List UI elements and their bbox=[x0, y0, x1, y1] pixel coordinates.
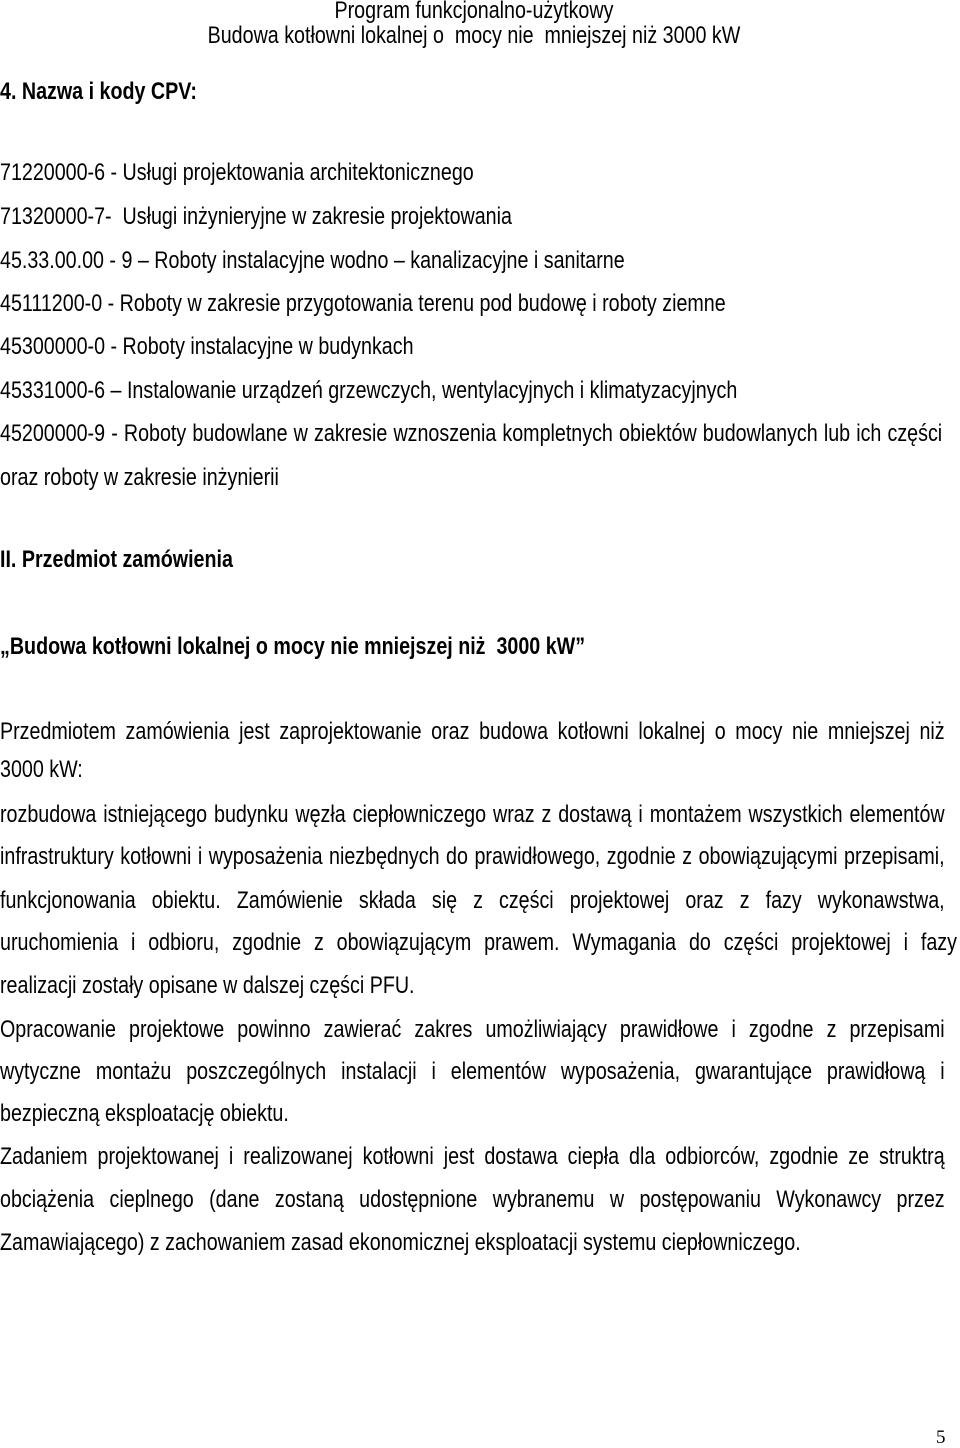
cpv-code-line: 45300000-0 - Roboty instalacyjne w budynkach bbox=[0, 333, 414, 360]
cpv-code-line: 45.33.00.00 - 9 – Roboty instalacyjne wodno – kanalizacyjne i sanitarne bbox=[0, 247, 625, 274]
paragraph-line: funkcjonowania obiektu. Zamówienie składa się z części projektowej oraz z fazy wykonawstwa, bbox=[0, 887, 945, 914]
paragraph-line: Zamawiającego) z zachowaniem zasad ekonomicznej eksploatacji systemu ciepłowniczego. bbox=[0, 1229, 801, 1256]
section-heading-subject: II. Przedmiot zamówienia bbox=[0, 546, 233, 573]
cpv-code-line: oraz roboty w zakresie inżynierii bbox=[0, 464, 279, 491]
paragraph-line: bezpieczną eksploatację obiektu. bbox=[0, 1100, 289, 1127]
paragraph-line: obciążenia cieplnego (dane zostaną udostępnione wybranemu w postępowaniu Wykonawcy przez bbox=[0, 1186, 945, 1213]
cpv-code-line: 71320000-7- Usługi inżynieryjne w zakresie projektowania bbox=[0, 203, 512, 230]
page-number: 5 bbox=[936, 1427, 946, 1448]
paragraph-line: Przedmiotem zamówienia jest zaprojektowanie oraz budowa kotłowni lokalnej o mocy nie mniejszej niż bbox=[0, 718, 945, 745]
paragraph-line: wytyczne montażu poszczególnych instalacji i elementów wyposażenia, gwarantujące prawidłową i bbox=[0, 1058, 945, 1085]
paragraph-line: 3000 kW: bbox=[0, 756, 83, 783]
subject-title: „Budowa kotłowni lokalnej o mocy nie mniejszej niż 3000 kW” bbox=[0, 633, 586, 660]
section-heading-cpv: 4. Nazwa i kody CPV: bbox=[0, 78, 197, 105]
cpv-code-line: 45111200-0 - Roboty w zakresie przygotowania terenu pod budowę i roboty ziemne bbox=[0, 290, 726, 317]
paragraph-line: rozbudowa istniejącego budynku węzła ciepłowniczego wraz z dostawą i montażem wszystkich elementów bbox=[0, 801, 945, 828]
paragraph-line: Zadaniem projektowanej i realizowanej kotłowni jest dostawa ciepła dla odbiorców, zgodnie ze struktrą bbox=[0, 1143, 945, 1170]
paragraph-line: Opracowanie projektowe powinno zawierać zakres umożliwiający prawidłowe i zgodne z przepisami bbox=[0, 1016, 945, 1043]
cpv-code-line: 45200000-9 - Roboty budowlane w zakresie wznoszenia kompletnych obiektów budowlanych lub ich części bbox=[0, 420, 943, 447]
cpv-code-line: 71220000-6 - Usługi projektowania architektonicznego bbox=[0, 159, 474, 186]
header-project-title: Budowa kotłowni lokalnej o mocy nie mniejszej niż 3000 kW bbox=[207, 22, 741, 49]
paragraph-line: realizacji zostały opisane w dalszej części PFU. bbox=[0, 972, 415, 999]
header-program-title: Program funkcjonalno-użytkowy bbox=[334, 0, 614, 24]
cpv-code-line: 45331000-6 – Instalowanie urządzeń grzewczych, wentylacyjnych i klimatyzacyjnych bbox=[0, 377, 738, 404]
paragraph-line: uruchomienia i odbioru, zgodnie z obowiązującym prawem. Wymagania do części projektowej i fazy bbox=[0, 929, 957, 956]
paragraph-line: infrastruktury kotłowni i wyposażenia niezbędnych do prawidłowego, zgodnie z obowiązującymi przepisami, bbox=[0, 843, 945, 870]
